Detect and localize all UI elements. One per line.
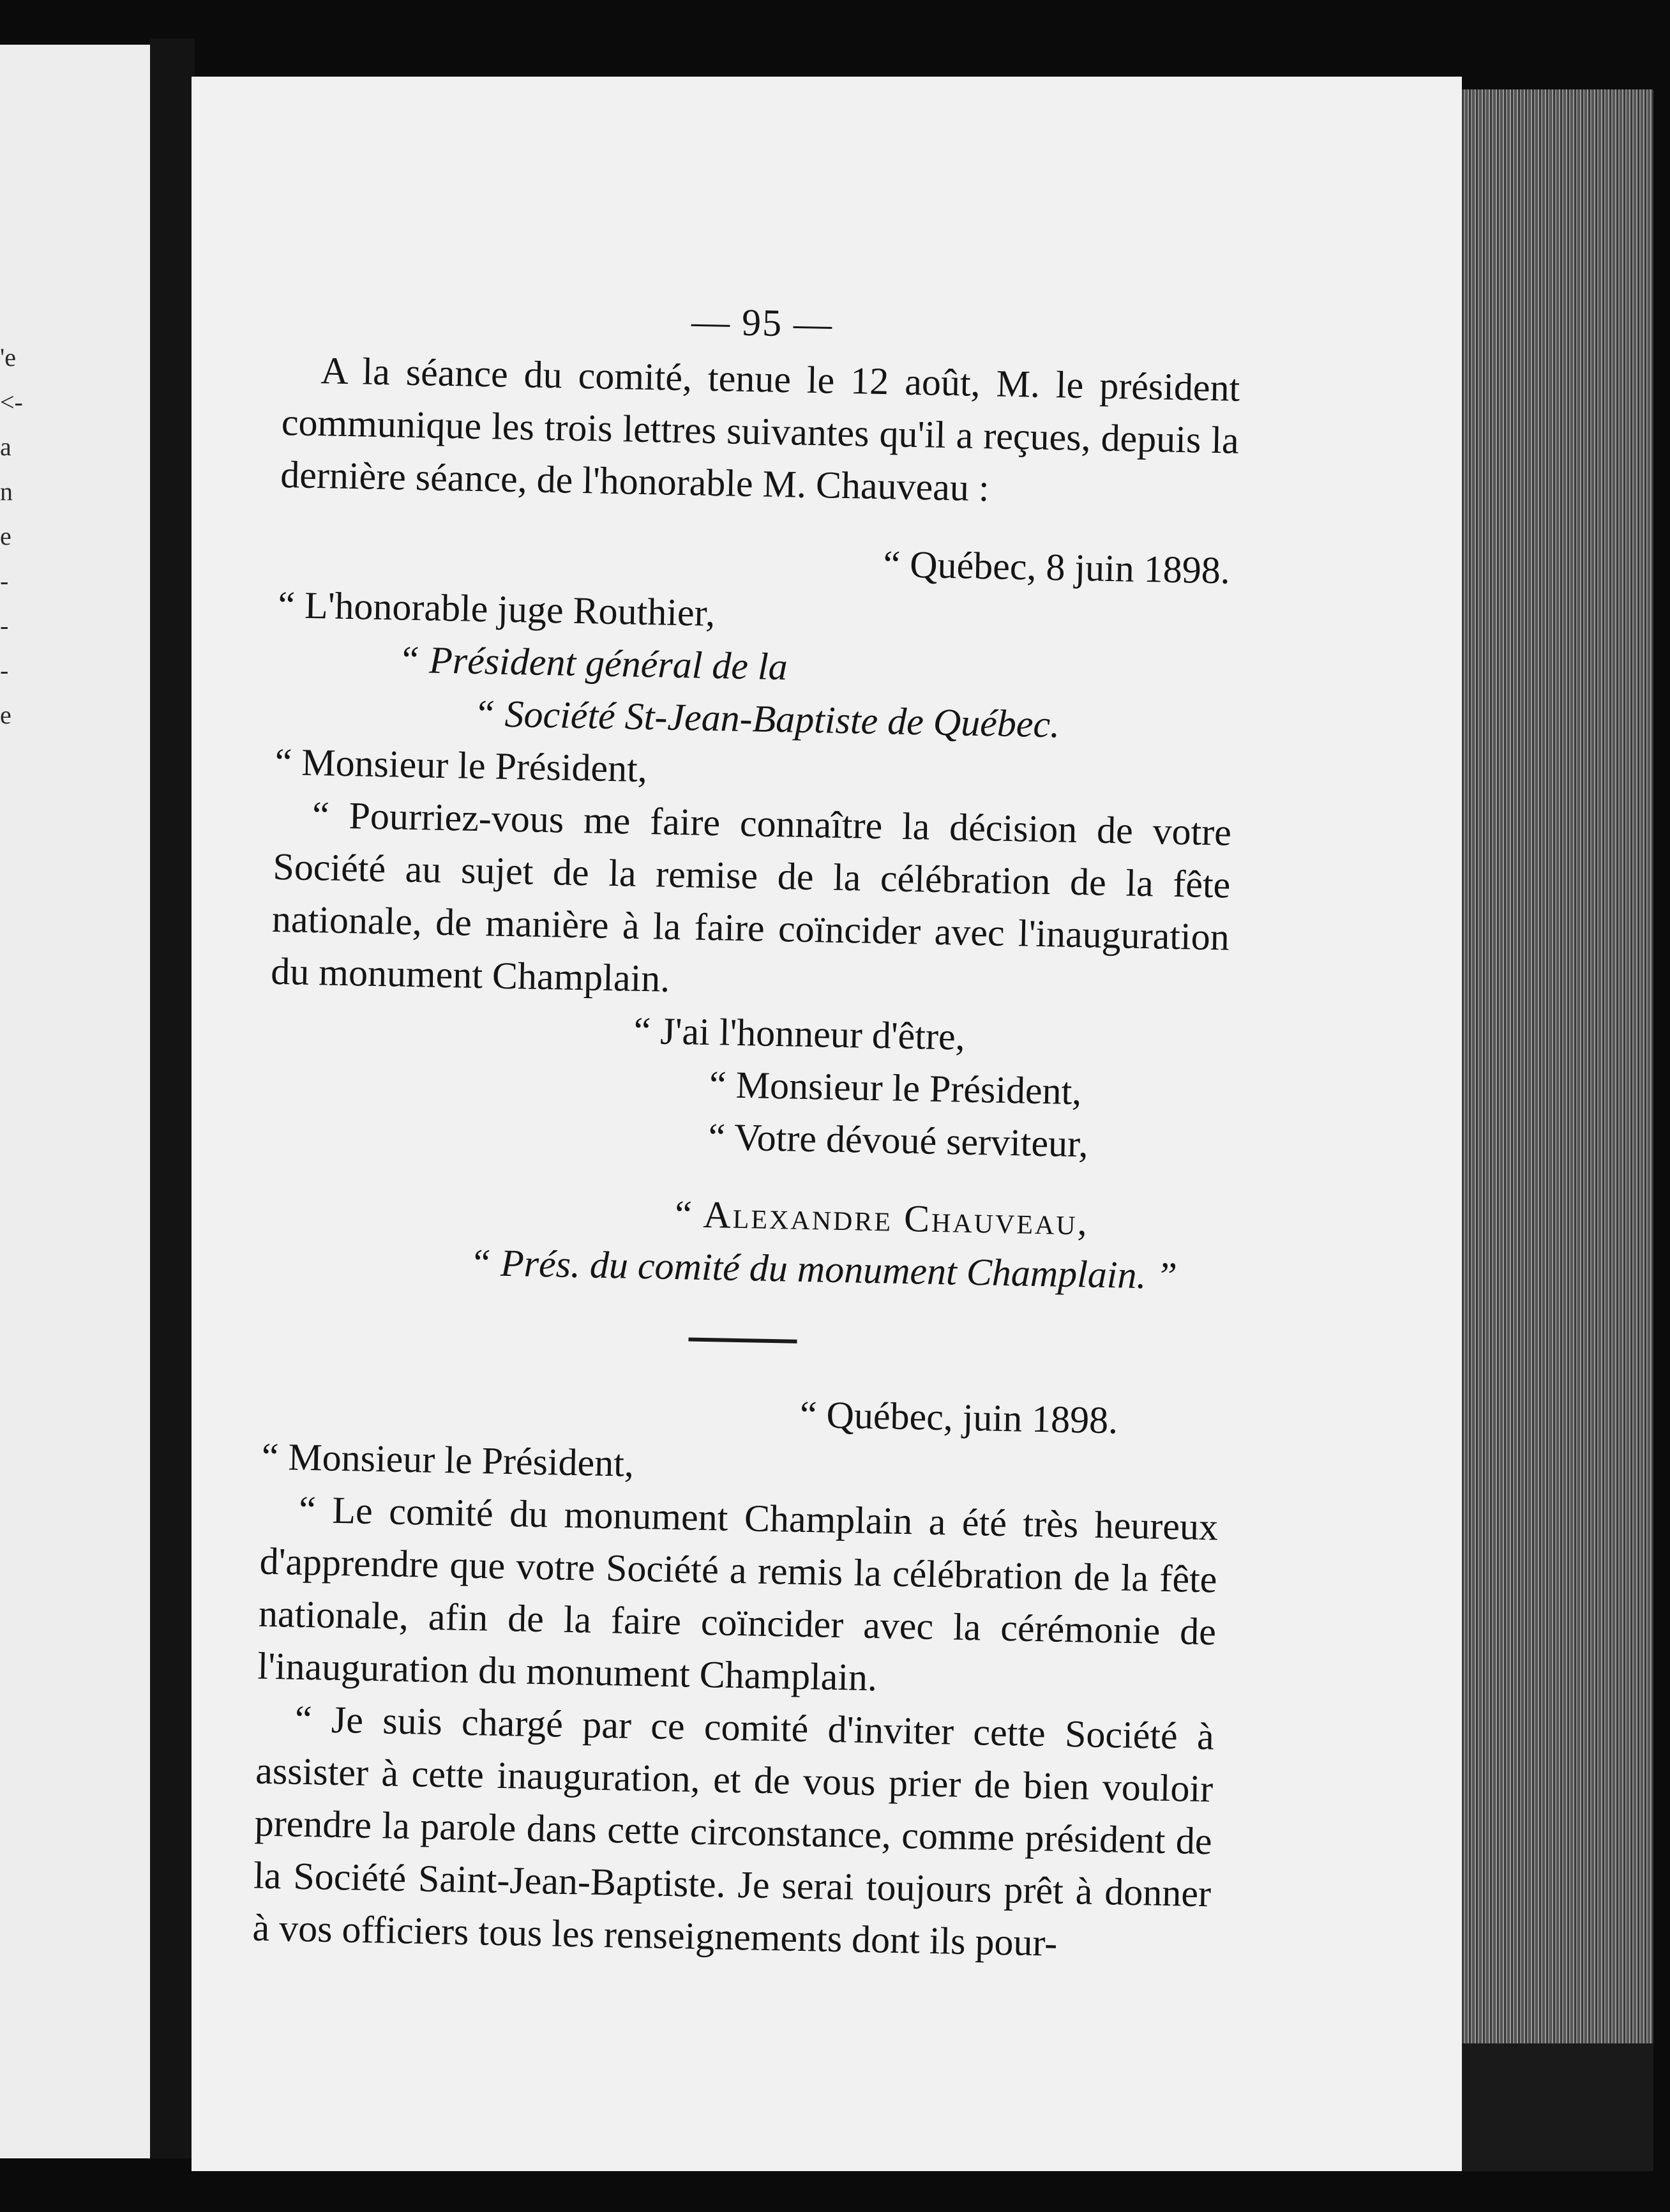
left-page-fragment: <- bbox=[0, 388, 23, 416]
letter-1-addressee-title: “ Président général de la bbox=[398, 638, 788, 688]
letter-1-addressee-society: “ Société St-Jean-Baptiste de Québec. bbox=[473, 692, 1060, 746]
letter-2-salutation: “ Monsieur le Président, bbox=[261, 1435, 635, 1485]
letter-1-closing: “ J'ai l'honneur d'être, bbox=[633, 1009, 966, 1058]
section-divider bbox=[688, 1337, 797, 1343]
letter-1-salutation: “ Monsieur le Président, bbox=[275, 740, 648, 791]
intro-paragraph: A la séance du comité, tenue le 12 août, M. le président communique les trois lettres suivantes qu'il a reçues, depuis la dernière séance, de l'honorable M. Chauveau : bbox=[280, 349, 1240, 510]
letter-1 bbox=[265, 501, 1237, 1303]
left-page-fragment: - bbox=[0, 656, 9, 685]
page-stack-shadow bbox=[1462, 2043, 1653, 2171]
left-page-fragment: e bbox=[0, 522, 11, 550]
left-page-fragment: e bbox=[0, 701, 11, 729]
left-page-fragment: - bbox=[0, 611, 9, 640]
left-page-fragment: n bbox=[0, 477, 13, 506]
letter-2-dateline: “ Québec, juin 1898. bbox=[799, 1393, 1118, 1442]
letter-1-signature-title: “ Prés. du comité du monument Champlain. ” bbox=[469, 1241, 1178, 1298]
left-page-fragment: 'e bbox=[0, 343, 16, 372]
letter-1-closing: “ Votre dévoué serviteur, bbox=[707, 1116, 1089, 1165]
page-number: — 95 — bbox=[691, 300, 834, 345]
letter-2 bbox=[252, 1378, 1221, 1973]
left-page-edge bbox=[0, 45, 156, 2158]
letter-1-addressee: “ L'honorable juge Routhier, bbox=[277, 583, 716, 635]
page-text bbox=[252, 287, 1242, 1972]
book-gutter bbox=[150, 38, 195, 2158]
left-page-fragment: a bbox=[0, 432, 11, 461]
letter-2-paragraph: “ Je suis chargé par ce comité d'inviter cette Société à assister à cette inauguration, et de vous prier de bien vouloir prendre la parole dans cette circonstance, comme président de la Société Saint-Jean-Baptiste. Je serai toujours prêt à donner à vos officiers tous les renseignements dont ils pour- bbox=[252, 1697, 1215, 1964]
letter-1-body: “ Pourriez-vous me faire connaître la décision de votre Société au sujet de la remise de la célébration de la fête nationale, de manière à la faire coïncider avec l'inauguration du monument Champlain. bbox=[270, 794, 1232, 1000]
left-page-fragment: - bbox=[0, 566, 9, 595]
page-stack-edge bbox=[1462, 89, 1653, 2043]
letter-1-dateline: “ Québec, 8 juin 1898. bbox=[883, 543, 1231, 592]
letter-1-signature: “ Alexandre Chauveau, bbox=[674, 1193, 1090, 1243]
letter-1-closing: “ Monsieur le Président, bbox=[709, 1063, 1082, 1113]
letter-2-paragraph: “ Le comité du monument Champlain a été très heureux d'apprendre que votre Société a remis la célébration de la fête nationale, afin de la faire coïncider avec la cérémonie de l'inauguration du monument Champlain. bbox=[257, 1488, 1219, 1699]
